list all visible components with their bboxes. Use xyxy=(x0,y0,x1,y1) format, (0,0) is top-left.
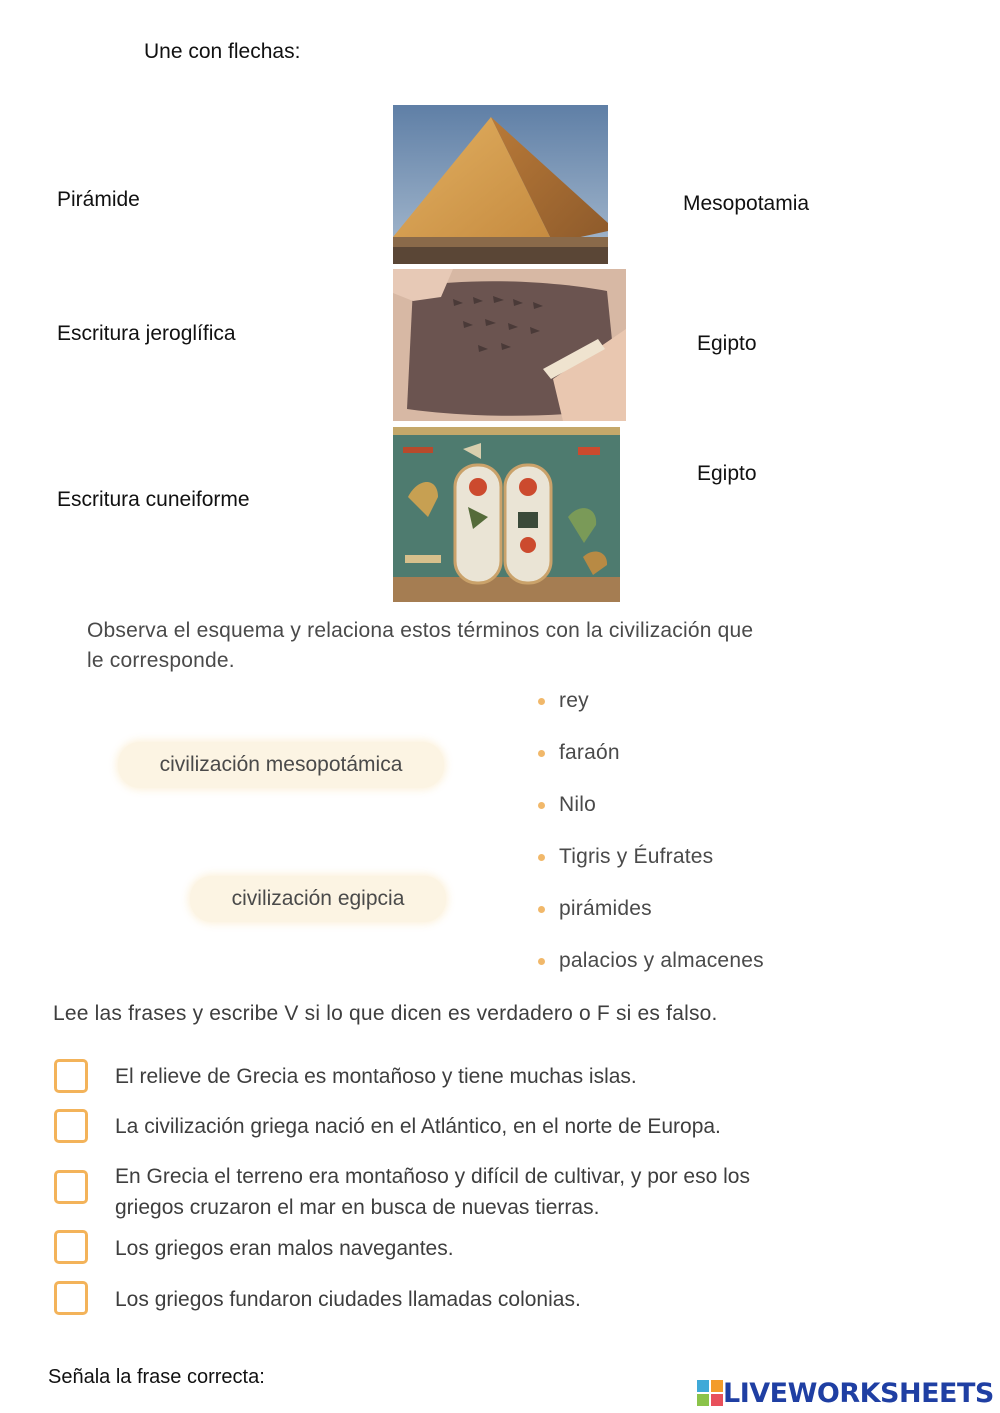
correct-sentence-heading: Señala la frase correcta: xyxy=(48,1366,265,1388)
term-label: palacios y almacenes xyxy=(559,949,764,972)
answer-box-1[interactable] xyxy=(54,1059,88,1093)
bullet-icon xyxy=(538,958,545,965)
left-term-jeroglifica: Escritura jeroglífica xyxy=(57,322,236,345)
true-false-instruction: Lee las frases y escribe V si lo que dicen es verdadero o F si es falso. xyxy=(53,1002,718,1025)
answer-box-2[interactable] xyxy=(54,1109,88,1143)
right-term-egipto-2: Egipto xyxy=(697,462,757,485)
answer-box-3[interactable] xyxy=(54,1170,88,1204)
right-term-egipto-1: Egipto xyxy=(697,332,757,355)
answer-box-4[interactable] xyxy=(54,1230,88,1264)
left-term-cuneiforme: Escritura cuneiforme xyxy=(57,488,250,511)
liveworksheets-logo xyxy=(697,1378,994,1408)
term-label: Nilo xyxy=(559,793,596,816)
civilization-mesopotamian-label: civilización mesopotámica xyxy=(159,753,403,776)
cuneiform-tablet-image xyxy=(393,269,626,421)
matching-heading: Une con flechas: xyxy=(144,40,301,63)
term-item xyxy=(538,845,713,869)
bullet-icon xyxy=(538,906,545,913)
term-label: Tigris y Éufrates xyxy=(559,845,714,868)
statement-3-line2: griegos cruzaron el mar en busca de nuevas tierras. xyxy=(115,1196,600,1219)
term-label: pirámides xyxy=(559,897,652,920)
bullet-icon xyxy=(538,802,545,809)
liveworksheets-logo-icon xyxy=(697,1380,723,1406)
scheme-instruction-line1: Observa el esquema y relaciona estos términos con la civilización que xyxy=(87,619,754,642)
scheme-instruction-line2: le corresponde. xyxy=(87,649,235,672)
term-item xyxy=(538,949,764,973)
civilization-egyptian-pill xyxy=(190,876,446,922)
left-term-piramide: Pirámide xyxy=(57,188,140,211)
bullet-icon xyxy=(538,698,545,705)
liveworksheets-logo-text: LIVEWORKSHEETS xyxy=(723,1377,994,1409)
term-label: rey xyxy=(559,689,589,712)
statement-1: El relieve de Grecia es montañoso y tiene muchas islas. xyxy=(115,1065,637,1088)
term-item xyxy=(538,741,620,765)
pyramid-image xyxy=(393,105,608,264)
statement-3-line1: En Grecia el terreno era montañoso y difícil de cultivar, y por eso los xyxy=(115,1165,750,1188)
statement-5: Los griegos fundaron ciudades llamadas colonias. xyxy=(115,1288,581,1311)
civilization-egyptian-label: civilización egipcia xyxy=(231,887,405,910)
term-item xyxy=(538,793,596,817)
right-term-mesopotamia: Mesopotamia xyxy=(683,192,810,215)
hieroglyph-image xyxy=(393,427,620,602)
bullet-icon xyxy=(538,854,545,861)
term-label: faraón xyxy=(559,741,620,764)
statement-2: La civilización griega nació en el Atlántico, en el norte de Europa. xyxy=(115,1115,721,1138)
term-item xyxy=(538,897,652,921)
bullet-icon xyxy=(538,750,545,757)
civilization-mesopotamian-pill xyxy=(118,742,444,788)
statement-4: Los griegos eran malos navegantes. xyxy=(115,1237,454,1260)
term-item xyxy=(538,689,589,713)
answer-box-5[interactable] xyxy=(54,1281,88,1315)
